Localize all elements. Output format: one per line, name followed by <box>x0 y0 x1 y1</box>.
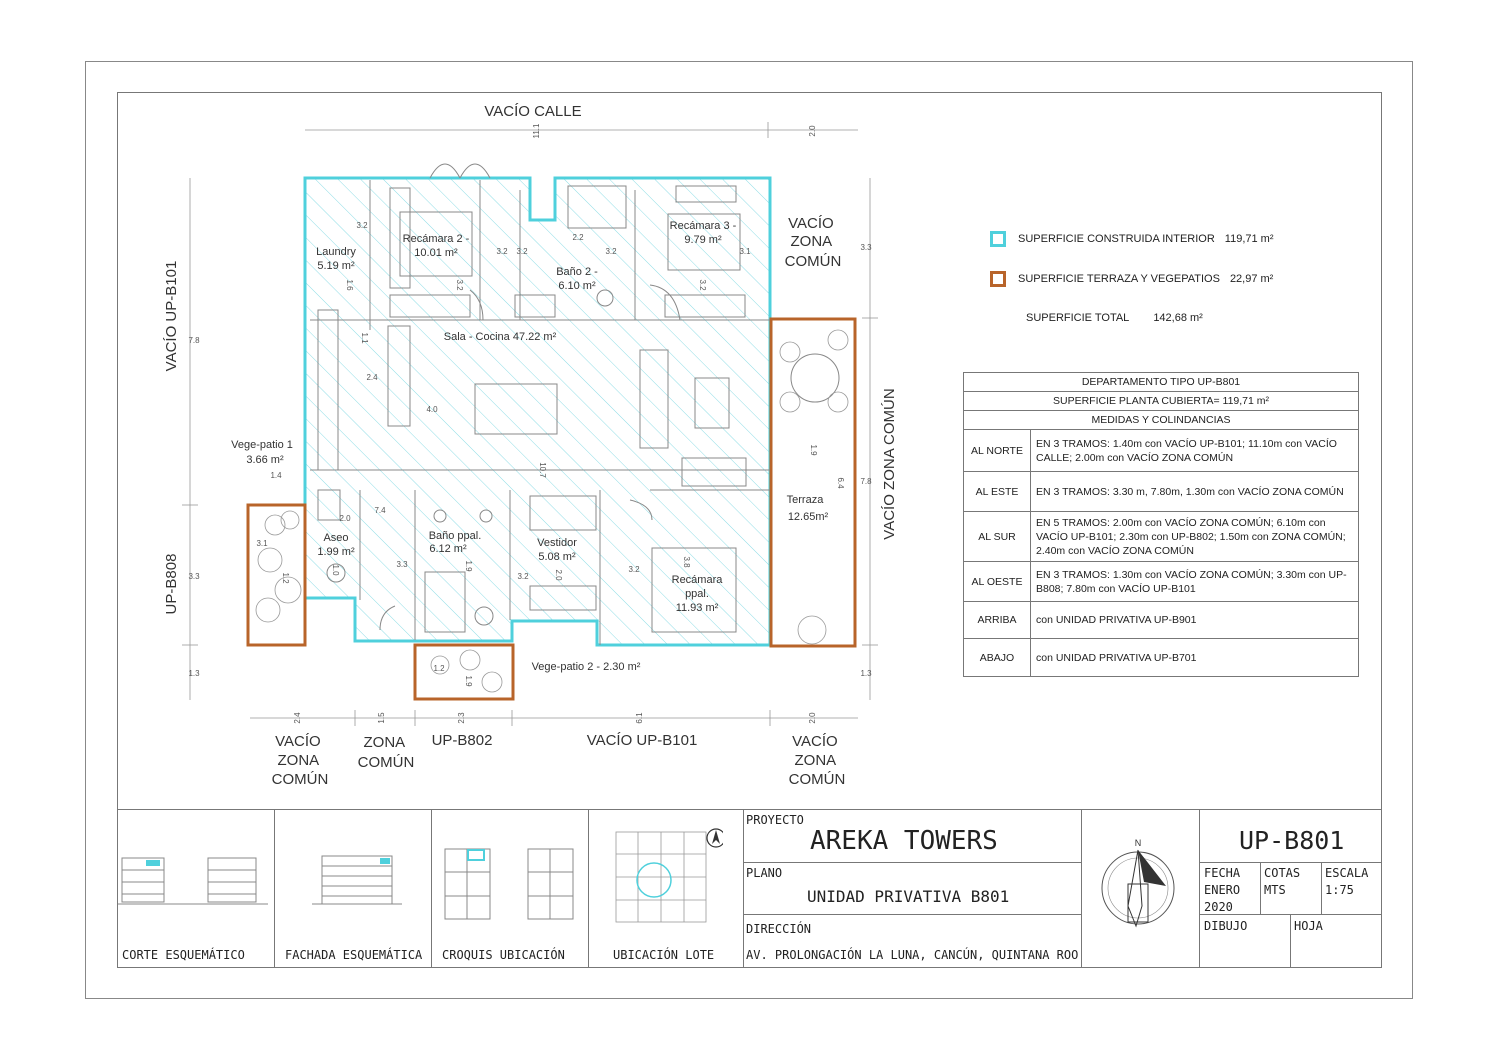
fachada-esquematica-image <box>312 850 402 910</box>
room-bano-2: Baño 2 -6.10 m² <box>556 266 598 292</box>
row-side: AL OESTE <box>964 562 1031 602</box>
dim-left-2: 3.3 <box>188 572 200 581</box>
legend-terraza-value: 22,97 m² <box>1229 273 1274 285</box>
titleblock-top-line <box>117 809 1382 810</box>
table-row <box>964 639 1359 677</box>
titleblock-divider <box>1260 862 1261 914</box>
label-bottom-4: VACÍO UP-B101 <box>586 732 698 749</box>
dim-inner: 1.2 <box>433 664 445 673</box>
proyecto-value: AREKA TOWERS <box>810 826 998 856</box>
escala-label: ESCALA <box>1325 866 1369 880</box>
row-text: con UNIDAD PRIVATIVA UP-B901 <box>1031 602 1359 639</box>
dim-bottom-4: 6.1 <box>635 712 644 724</box>
legend-terraza <box>990 271 1273 287</box>
room-aseo: Aseo 1.99 m² <box>317 532 355 558</box>
direccion-label: DIRECCIÓN <box>746 922 812 936</box>
dim-inner: 3.2 <box>496 247 508 256</box>
dim-inner: 3.2 <box>516 247 528 256</box>
titleblock-divider <box>743 914 1081 915</box>
dim-inner: 2.4 <box>366 373 378 382</box>
room-vestidor: Vestidor 5.08 m² <box>537 537 577 563</box>
dim-right-2: 7.8 <box>860 477 872 486</box>
table-section: MEDIDAS Y COLINDANCIAS <box>964 411 1359 430</box>
dim-inner: 7.4 <box>374 506 386 515</box>
fecha-year: 2020 <box>1204 900 1233 914</box>
table-row <box>964 472 1359 512</box>
dim-inner: 1.0 <box>331 564 340 576</box>
row-text: EN 3 TRAMOS: 3.30 m, 7.80m, 1.30m con VACÍO ZONA COMÚN <box>1031 472 1359 512</box>
dim-inner: 3.2 <box>698 279 707 291</box>
legend-total-value: 142,68 m² <box>1153 312 1203 324</box>
titleblock-divider <box>1081 809 1082 968</box>
dim-inner: 4.0 <box>426 405 438 414</box>
dim-inner: 3.1 <box>256 539 268 548</box>
ubicacion-lote-image <box>608 822 723 932</box>
titleblock-divider <box>743 809 744 968</box>
titleblock-divider <box>743 862 1081 863</box>
table-row <box>964 430 1359 472</box>
cotas-label: COTAS <box>1264 866 1301 880</box>
dim-inner: 3.2 <box>455 279 464 291</box>
dim-inner: 10.7 <box>538 462 547 478</box>
table-row <box>964 562 1359 602</box>
label-bottom-5: VACÍO ZONA COMÚN <box>788 733 846 788</box>
titleblock-divider <box>274 809 275 968</box>
dim-bottom-3: 2.3 <box>457 712 466 724</box>
unit-code: UP-B801 <box>1239 826 1345 855</box>
dim-left-3: 1.3 <box>188 669 200 678</box>
thumb-label-corte: CORTE ESQUEMÁTICO <box>122 948 245 962</box>
room-bano-ppal: Baño ppal. 6.12 m² <box>428 530 482 555</box>
row-text: con UNIDAD PRIVATIVA UP-B701 <box>1031 639 1359 677</box>
label-vacio-zona-comun-top-right: VACÍO ZONA COMÚN <box>784 215 842 270</box>
plano-value: UNIDAD PRIVATIVA B801 <box>807 887 1010 906</box>
row-side: AL SUR <box>964 512 1031 562</box>
room-vegepatio-1: Vege-patio 1 3.66 m² <box>231 439 293 466</box>
thumb-label-lote: UBICACIÓN LOTE <box>613 948 715 962</box>
direccion-value: AV. PROLONGACIÓN LA LUNA, CANCÚN, QUINTANA ROO <box>746 948 1079 962</box>
colindancias-table <box>963 372 1359 677</box>
titleblock-divider <box>431 809 432 968</box>
dim-bottom-1: 2.4 <box>293 712 302 724</box>
fecha-label: FECHA <box>1204 866 1241 880</box>
dim-inner: 1.9 <box>809 444 818 456</box>
room-recamara-3: Recámara 3 -9.79 m² <box>669 220 737 246</box>
label-bottom-2: ZONA COMÚN <box>357 734 415 771</box>
dim-inner: 2.2 <box>572 233 584 242</box>
table-row <box>964 602 1359 639</box>
dim-left-1: 7.8 <box>188 336 200 345</box>
legend-interior-swatch <box>990 231 1006 247</box>
north-arrow-icon <box>1098 836 1178 936</box>
hoja-label: HOJA <box>1294 919 1323 933</box>
table-row <box>964 512 1359 562</box>
room-sala-cocina: Sala - Cocina 47.22 m² <box>443 331 557 343</box>
titleblock-divider <box>1290 914 1291 968</box>
dim-inner: 1.6 <box>345 279 354 291</box>
fecha-month: ENERO <box>1204 883 1241 897</box>
dim-inner: 6.4 <box>836 477 845 489</box>
dim-inner: 3.3 <box>396 560 408 569</box>
table-title: DEPARTAMENTO TIPO UP-B801 <box>964 373 1359 392</box>
room-vegepatio-2: Vege-patio 2 - 2.30 m² <box>531 661 641 673</box>
cotas-value: MTS <box>1264 883 1286 897</box>
row-text: EN 3 TRAMOS: 1.40m con VACÍO UP-B101; 11.10m con VACÍO CALLE; 2.00m con VACÍO ZONA COMÚN <box>1031 430 1359 472</box>
label-bottom-3: UP-B802 <box>431 732 493 749</box>
label-bottom-1: VACÍO ZONA COMÚN <box>271 733 329 788</box>
dim-inner: 1.1 <box>360 332 369 344</box>
dim-inner: 3.2 <box>517 572 529 581</box>
label-vacio-calle: VACÍO CALLE <box>484 103 582 120</box>
label-vacio-up-b101-left: VACÍO UP-B101 <box>163 260 180 372</box>
titleblock-divider <box>1321 862 1322 914</box>
legend-terraza-swatch <box>990 271 1006 287</box>
row-side: ABAJO <box>964 639 1031 677</box>
dim-inner: 3.2 <box>605 247 617 256</box>
dim-inner: 1.2 <box>281 572 290 584</box>
row-side: ARRIBA <box>964 602 1031 639</box>
thumb-label-croquis: CROQUIS UBICACIÓN <box>442 948 565 962</box>
dim-inner: 1.4 <box>270 471 282 480</box>
row-text: EN 3 TRAMOS: 1.30m con VACÍO ZONA COMÚN; 3.30m con UP-B808; 7.80m con VACÍO UP-B101 <box>1031 562 1359 602</box>
thumb-label-fachada: FACHADA ESQUEMÁTICA <box>285 948 423 962</box>
dim-bottom-2: 1.5 <box>377 712 386 724</box>
room-recamara-2: Recámara 2 -10.01 m² <box>402 233 470 259</box>
row-text: EN 5 TRAMOS: 2.00m con VACÍO ZONA COMÚN; 6.10m con VACÍO UP-B101; 2.30m con UP-B802; 1.50m con ZONA COMÚN; 2.40m con VACÍO ZONA COMÚN <box>1031 512 1359 562</box>
croquis-ubicacion-image <box>440 844 580 924</box>
dim-right-1: 3.3 <box>860 243 872 252</box>
dim-top-1: 11.1 <box>532 123 541 139</box>
dim-top-2: 2.0 <box>808 125 817 137</box>
dim-inner: 1.9 <box>464 560 473 572</box>
titleblock-divider <box>588 809 589 968</box>
label-up-b808: UP-B808 <box>163 553 180 615</box>
legend-terraza-label: SUPERFICIE TERRAZA Y VEGEPATIOS <box>1018 273 1220 285</box>
corte-esquematico-image <box>118 850 268 910</box>
titleblock-divider <box>1199 862 1382 863</box>
dim-inner: 3.2 <box>356 221 368 230</box>
dim-bottom-5: 2.0 <box>808 712 817 724</box>
dibujo-label: DIBUJO <box>1204 919 1248 933</box>
room-terraza: Terraza 12.65m² <box>786 494 829 523</box>
plano-label: PLANO <box>746 866 783 880</box>
escala-value: 1:75 <box>1325 883 1354 897</box>
dim-inner: 2.0 <box>339 514 351 523</box>
dim-inner: 1.9 <box>464 675 473 687</box>
dim-inner: 2.0 <box>554 569 563 581</box>
legend-interior <box>990 231 1274 247</box>
dim-inner: 3.1 <box>739 247 751 256</box>
north-letter: N <box>1134 838 1142 848</box>
titleblock-divider <box>1199 809 1200 968</box>
legend-total-label: SUPERFICIE TOTAL <box>1026 312 1130 324</box>
label-vacio-zona-comun-right: VACÍO ZONA COMÚN <box>881 388 898 540</box>
proyecto-label: PROYECTO <box>746 813 804 827</box>
row-side: AL NORTE <box>964 430 1031 472</box>
dim-inner: 3.2 <box>628 565 640 574</box>
room-laundry: Laundry 5.19 m² <box>316 246 356 272</box>
legend-interior-value: 119,71 m² <box>1224 233 1274 245</box>
row-side: AL ESTE <box>964 472 1031 512</box>
legend-interior-label: SUPERFICIE CONSTRUIDA INTERIOR <box>1018 233 1215 245</box>
table-subtitle: SUPERFICIE PLANTA CUBIERTA= 119,71 m² <box>964 392 1359 411</box>
legend-total <box>1026 312 1203 324</box>
dim-right-3: 1.3 <box>860 669 872 678</box>
dim-inner: 3.8 <box>682 556 691 568</box>
vegepatio-2-outline <box>415 645 513 699</box>
room-recamara-ppal: Recámara ppal. 11.93 m² <box>671 574 723 614</box>
